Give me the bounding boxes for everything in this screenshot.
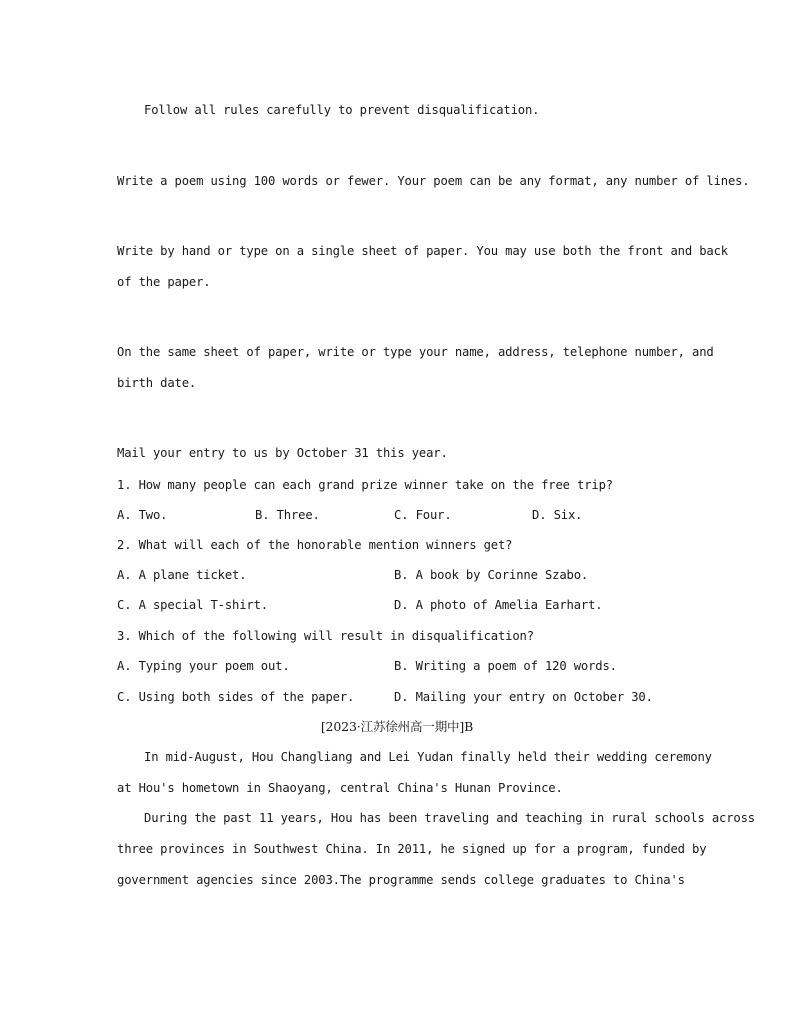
passage-b-p2-line-2: three provinces in Southwest China. In 2011, he signed up for a program, funded by (117, 842, 707, 856)
question-2-option-b: B. A book by Corinne Szabo. (394, 568, 589, 582)
question-2-option-c: C. A special T-shirt. (117, 598, 268, 612)
rule-paper-line-2: of the paper. (117, 275, 211, 289)
question-1-stem: 1. How many people can each grand prize winner take on the free trip? (117, 478, 613, 492)
question-2-stem: 2. What will each of the honorable mention winners get? (117, 538, 513, 552)
rule-details-line-1: On the same sheet of paper, write or type your name, address, telephone number, and (117, 345, 714, 359)
passage-b-p2-line-3: government agencies since 2003.The programme sends college graduates to China's (117, 873, 685, 887)
rule-mail-deadline: Mail your entry to us by October 31 this year. (117, 446, 448, 460)
rule-paper-line-1: Write by hand or type on a single sheet of paper. You may use both the front and back (117, 244, 728, 258)
question-3-option-b: B. Writing a poem of 120 words. (394, 659, 617, 673)
rule-poem-length: Write a poem using 100 words or fewer. Your poem can be any format, any number of lines. (117, 174, 750, 188)
rule-details-line-2: birth date. (117, 376, 197, 390)
question-3-option-a: A. Typing your poem out. (117, 659, 290, 673)
passage-b-p1-line-1: In mid-August, Hou Changliang and Lei Yudan finally held their wedding ceremony (144, 750, 712, 764)
passage-b-p1-line-2: at Hou's hometown in Shaoyang, central China's Hunan Province. (117, 781, 563, 795)
question-1-option-b: B. Three. (255, 508, 320, 522)
passage-b-p2-line-1: During the past 11 years, Hou has been traveling and teaching in rural schools across (144, 811, 755, 825)
question-1-option-c: C. Four. (394, 508, 452, 522)
question-2-option-a: A. A plane ticket. (117, 568, 247, 582)
rules-intro-line: Follow all rules carefully to prevent disqualification. (144, 103, 540, 117)
question-2-option-d: D. A photo of Amelia Earhart. (394, 598, 603, 612)
question-3-stem: 3. Which of the following will result in disqualification? (117, 629, 534, 643)
question-1-option-d: D. Six. (532, 508, 583, 522)
question-3-option-d: D. Mailing your entry on October 30. (394, 690, 653, 704)
passage-b-heading: [2023·江苏徐州高一期中]B (320, 719, 474, 734)
question-3-option-c: C. Using both sides of the paper. (117, 690, 355, 704)
question-1-option-a: A. Two. (117, 508, 168, 522)
